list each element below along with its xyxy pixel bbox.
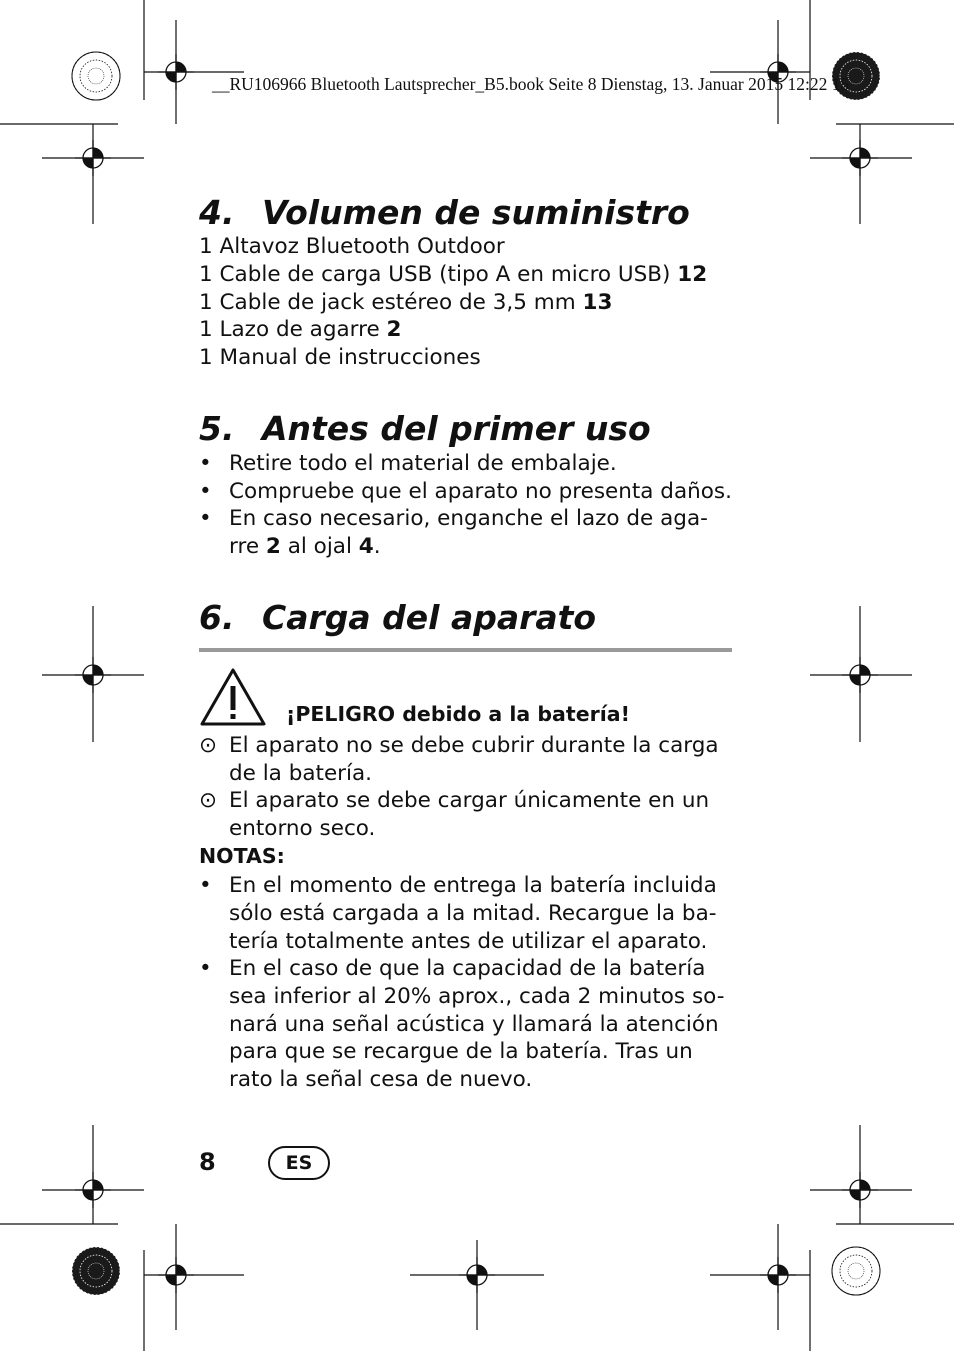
page-number: 8 [199,1148,216,1176]
bullet: • [199,956,212,981]
warning-title: ¡PELIGRO debido a la batería! [286,702,630,726]
prohibition-icon: ⊙ [199,788,218,813]
section-6-title: Carga del aparato [262,598,597,637]
bullet: • [199,451,212,476]
print-slug: __RU106966 Bluetooth Lautsprecher_B5.book Seite 8 Dienstag, 13. Januar 2015 12:22 15 [212,74,850,94]
language-badge: ES [268,1146,330,1180]
supply-item: 1 Altavoz Bluetooth Outdoor [199,234,505,259]
supply-item: 1 Cable de carga USB (tipo A en micro USB) 12 [199,262,708,287]
section-4-heading [199,193,690,233]
section-4-title: Volumen de suministro [262,193,690,232]
section-6-heading [199,598,596,638]
prohibition-icon: ⊙ [199,733,218,758]
section-4-number: 4. [199,193,235,232]
section-5-number: 5. [199,409,235,448]
notes-title: NOTAS: [199,844,285,868]
supply-item: 1 Cable de jack estéreo de 3,5 mm 13 [199,290,613,315]
warning-triangle-icon [199,667,267,727]
bullet: • [199,479,212,504]
supply-item: 1 Manual de instrucciones [199,345,481,370]
section-6-number: 6. [199,598,235,637]
section-5-title: Antes del primer uso [262,409,651,448]
supply-item: 1 Lazo de agarre 2 [199,317,402,342]
bullet: • [199,873,212,898]
bullet: • [199,506,212,531]
section-divider [199,648,732,652]
section-5-heading [199,409,651,449]
